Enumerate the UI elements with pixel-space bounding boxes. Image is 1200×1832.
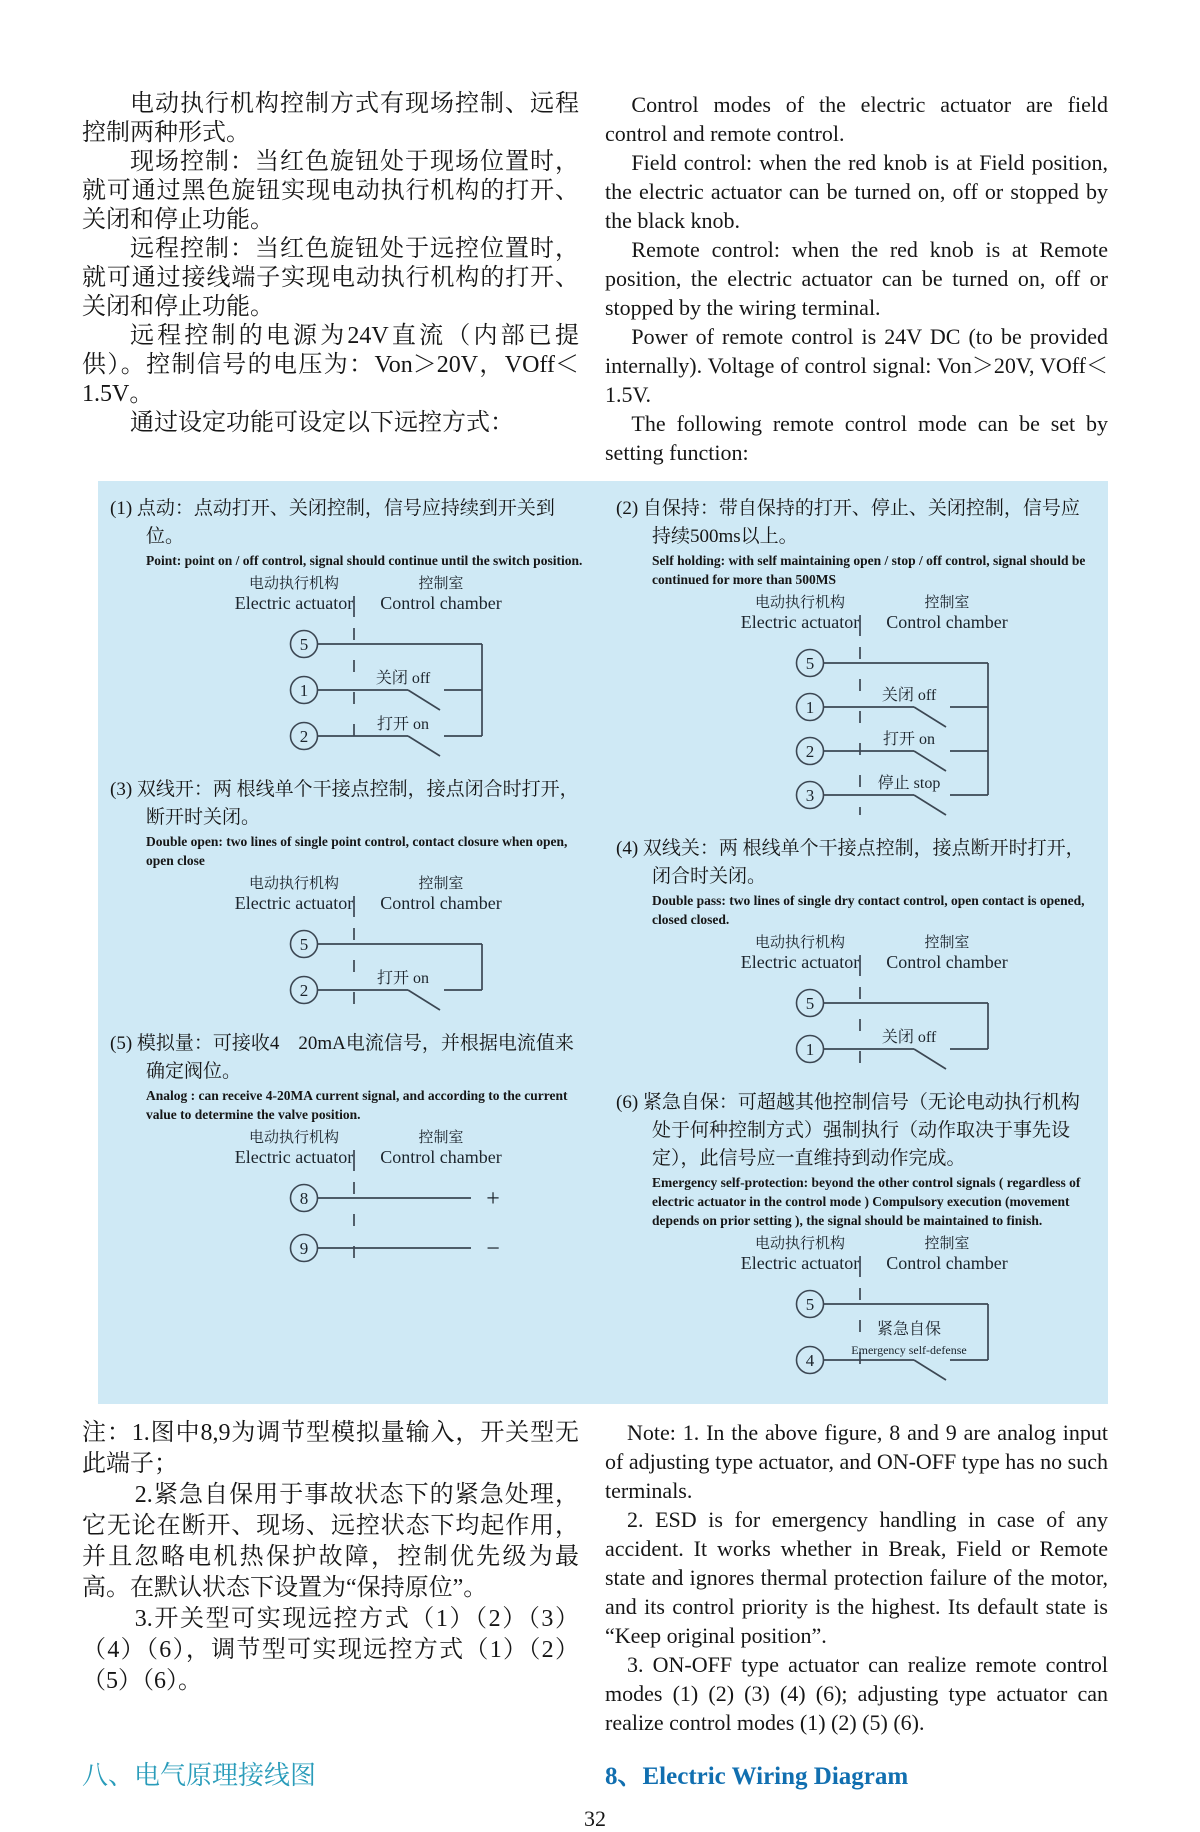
intro-chinese [82, 90, 579, 467]
svg-text:停止 stop: 停止 stop [877, 775, 941, 792]
svg-text:关闭 off: 关闭 off [881, 1029, 937, 1046]
paragraph: Field control: when the red knob is at Field position, the electric actuator can be turned on, off or stopped by the black knob. [605, 150, 1108, 233]
intro-english [605, 90, 1108, 467]
svg-text:Electric actuator: Electric actuator [740, 1253, 860, 1273]
wiring-diagram-mode-4 [647, 931, 1067, 1075]
mode-3-double-open [110, 776, 592, 1016]
paragraph: 电动执行机构控制方式有现场控制、远程控制两种形式。 [82, 91, 579, 146]
section-heading-en: 8、Electric Wiring Diagram [605, 1763, 909, 1790]
svg-text:+: + [486, 1186, 500, 1212]
svg-text:电动执行机构: 电动执行机构 [754, 595, 846, 611]
svg-text:紧急自保: 紧急自保 [876, 1321, 942, 1338]
panel-left-column [102, 491, 598, 1400]
mode-title [110, 495, 592, 551]
svg-text:关闭 off: 关闭 off [375, 670, 431, 687]
mode-subtitle-en: Self holding: with self maintaining open / stop / off control, signal should be continued for more than 500MS [652, 553, 1086, 587]
paragraph: 远程控制的电源为24V直流（内部已提供）。控制信号的电压为：Von＞20V，VOff＜1.5V。 [82, 323, 579, 407]
paragraph: 远程控制：当红色旋钮处于远控位置时，就可通过接线端子实现电动执行机构的打开、关闭和停止功能。 [82, 236, 579, 320]
wiring-diagram-mode-5 [141, 1126, 561, 1274]
mode-title [616, 495, 1098, 551]
svg-text:控制室: 控制室 [924, 595, 970, 611]
mode-2-self-holding [616, 495, 1098, 821]
page-number: 32 [584, 1806, 606, 1831]
mode-number: (4) [616, 838, 639, 859]
mode-number: (2) [616, 498, 639, 519]
panel-right-column [608, 491, 1104, 1400]
mode-4-double-pass [616, 835, 1098, 1075]
mode-title [616, 1089, 1098, 1173]
svg-text:Electric actuator: Electric actuator [740, 612, 860, 632]
wiring-diagram-mode-1 [141, 572, 561, 762]
svg-text:5: 5 [805, 1295, 815, 1314]
svg-text:控制室: 控制室 [418, 876, 464, 892]
mode-1-point [110, 495, 592, 762]
svg-text:Control chamber: Control chamber [380, 893, 502, 913]
svg-text:5: 5 [805, 654, 815, 673]
wiring-diagram-mode-3 [141, 872, 561, 1016]
paragraph: 2.紧急自保用于事故状态下的紧急处理，它无论在断开、现场、远控状态下均起作用，并且忽略电机热保护故障，控制优先级为最高。在默认状态下设置为“保持原位”。 [82, 1482, 579, 1601]
intro-section [82, 90, 1108, 467]
svg-text:关闭 off: 关闭 off [881, 687, 937, 704]
svg-text:Electric actuator: Electric actuator [234, 593, 354, 613]
paragraph: 3. ON-OFF type actuator can realize remote control modes (1) (2) (3) (4) (6); adjusting type actuator can realize control modes (1) (2) (5) (6). [605, 1652, 1108, 1735]
svg-text:9: 9 [299, 1239, 309, 1258]
mode-subtitle-en: Double open: two lines of single point control, contact closure when open, open close [146, 834, 568, 868]
svg-text:电动执行机构: 电动执行机构 [754, 935, 846, 951]
paragraph: Control modes of the electric actuator are field control and remote control. [605, 92, 1108, 146]
svg-text:3: 3 [805, 786, 815, 805]
svg-text:1: 1 [805, 698, 815, 717]
mode-subtitle-en: Emergency self-protection: beyond the other control signals ( regardless of electric actuator in the control mode ) Compulsory execution (movement depends on prior setting ), the signal should be maintained to finish. [652, 1175, 1081, 1228]
paragraph: The following remote control mode can be set by setting function: [605, 411, 1108, 465]
mode-title-cn: 双线关：两 根线单个干接点控制，接点断开时打开，闭合时关闭。 [642, 838, 1085, 887]
svg-text:4: 4 [805, 1351, 815, 1370]
svg-text:电动执行机构: 电动执行机构 [248, 1130, 340, 1146]
next-section-headings [82, 1755, 1108, 1792]
mode-title-cn: 紧急自保：可超越其他控制信号（无论电动执行机构处于何种控制方式）强制执行（动作取决于事先设定），此信号应一直维持到动作完成。 [642, 1092, 1080, 1169]
mode-number: (1) [110, 498, 133, 519]
notes-english [605, 1418, 1108, 1737]
paragraph: Note: 1. In the above figure, 8 and 9 are analog input of adjusting type actuator, and ON-OFF type has no such terminals. [605, 1420, 1108, 1503]
mode-title-cn: 模拟量：可接收4 20mA电流信号，并根据电流值来确定阀位。 [136, 1033, 574, 1082]
svg-text:Control chamber: Control chamber [380, 593, 502, 613]
mode-title-cn: 双线开：两 根线单个干接点控制，接点闭合时打开，断开时关闭。 [136, 779, 579, 828]
svg-text:2: 2 [805, 742, 815, 761]
svg-text:打开 on: 打开 on [376, 970, 430, 987]
svg-text:5: 5 [299, 635, 309, 654]
notes-chinese [82, 1418, 579, 1737]
svg-text:打开 on: 打开 on [376, 716, 430, 733]
svg-text:Electric actuator: Electric actuator [234, 893, 354, 913]
svg-text:2: 2 [299, 981, 309, 1000]
svg-text:Emergency self-defense: Emergency self-defense [851, 1343, 967, 1357]
mode-number: (5) [110, 1033, 133, 1054]
remote-control-modes-panel [98, 481, 1108, 1404]
svg-text:控制室: 控制室 [924, 1236, 970, 1252]
paragraph: 通过设定功能可设定以下远控方式： [130, 410, 514, 436]
svg-text:Electric actuator: Electric actuator [234, 1147, 354, 1167]
mode-title-cn: 自保持：带自保持的打开、停止、关闭控制，信号应持续500ms以上。 [642, 498, 1080, 547]
svg-text:控制室: 控制室 [418, 1130, 464, 1146]
paragraph: 2. ESD is for emergency handling in case of any accident. It works whether in Break, Field or Remote state and ignores thermal protection failure of the motor, and its control priority is the highest. Its default state is “Keep original position”. [605, 1507, 1108, 1648]
svg-text:8: 8 [299, 1189, 309, 1208]
mode-5-analog [110, 1030, 592, 1274]
mode-title [616, 835, 1098, 891]
mode-title-cn: 点动：点动打开、关闭控制，信号应持续到开关到位。 [136, 498, 555, 547]
mode-number: (6) [616, 1092, 639, 1113]
svg-text:Control chamber: Control chamber [886, 1253, 1008, 1273]
svg-text:−: − [486, 1236, 500, 1262]
mode-subtitle-en: Analog : can receive 4-20MA current signal, and according to the current value to determine the valve position. [146, 1088, 568, 1122]
mode-title [110, 776, 592, 832]
svg-text:控制室: 控制室 [924, 935, 970, 951]
svg-text:5: 5 [805, 994, 815, 1013]
paragraph: 注：1.图中8,9为调节型模拟量输入，开关型无此端子； [82, 1420, 579, 1477]
svg-text:电动执行机构: 电动执行机构 [754, 1236, 846, 1252]
notes-section [82, 1418, 1108, 1737]
paragraph: 3.开关型可实现远控方式（1）（2）（3）（4）（6），调节型可实现远控方式（1）（2）（5）（6）。 [82, 1606, 579, 1694]
svg-text:电动执行机构: 电动执行机构 [248, 576, 340, 592]
mode-title [110, 1030, 592, 1086]
svg-text:1: 1 [299, 681, 309, 700]
paragraph: Power of remote control is 24V DC (to be provided internally). Voltage of control signal: Von＞20V, VOff＜1.5V. [605, 324, 1108, 407]
paragraph: Remote control: when the red knob is at Remote position, the electric actuator can be turned on, off or stopped by the wiring terminal. [605, 237, 1108, 320]
svg-text:1: 1 [805, 1040, 815, 1059]
svg-text:Control chamber: Control chamber [886, 952, 1008, 972]
svg-text:Control chamber: Control chamber [380, 1147, 502, 1167]
svg-text:控制室: 控制室 [418, 576, 464, 592]
wiring-diagram-mode-6 [647, 1232, 1067, 1386]
svg-text:2: 2 [299, 727, 309, 746]
mode-number: (3) [110, 779, 133, 800]
mode-6-emergency [616, 1089, 1098, 1386]
mode-subtitle-en: Point: point on / off control, signal should continue until the switch position. [146, 553, 583, 568]
svg-text:电动执行机构: 电动执行机构 [248, 876, 340, 892]
paragraph: 现场控制：当红色旋钮处于现场位置时，就可通过黑色旋钮实现电动执行机构的打开、关闭和停止功能。 [82, 149, 579, 233]
svg-text:打开 on: 打开 on [882, 731, 936, 748]
wiring-diagram-mode-2 [647, 591, 1067, 821]
section-heading-cn: 八、电气原理接线图 [82, 1760, 317, 1790]
svg-text:Control chamber: Control chamber [886, 612, 1008, 632]
svg-text:5: 5 [299, 935, 309, 954]
svg-text:Electric actuator: Electric actuator [740, 952, 860, 972]
mode-subtitle-en: Double pass: two lines of single dry contact control, open contact is opened, closed closed. [652, 893, 1085, 927]
